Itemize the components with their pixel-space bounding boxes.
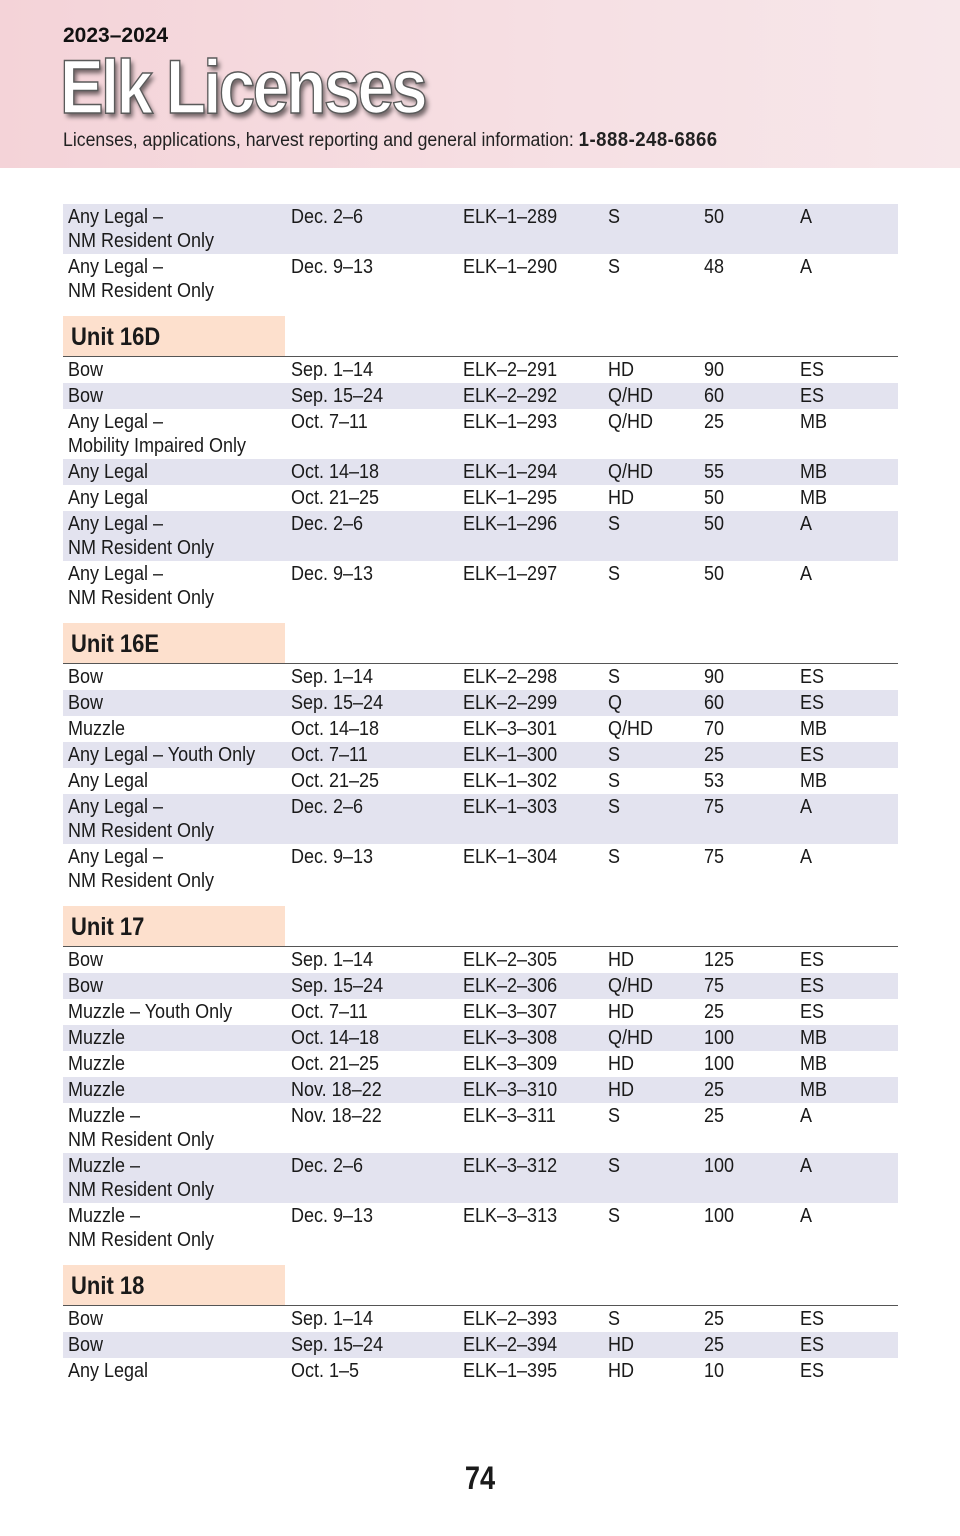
table-row — [63, 794, 898, 844]
page-title: Elk Licenses — [60, 45, 426, 130]
hunt-code: ELK–2–394 — [463, 1334, 558, 1356]
license-type: Q/HD — [608, 718, 653, 740]
hunt-dates: Oct. 14–18 — [291, 1027, 380, 1049]
table-row — [63, 409, 898, 459]
license-count: 25 — [704, 411, 725, 433]
hunt-type-line: Muzzle – — [68, 1105, 141, 1127]
license-count: 25 — [704, 1079, 725, 1101]
license-type: HD — [608, 1053, 635, 1075]
hunt-type-line: Muzzle – — [68, 1205, 141, 1227]
hunt-dates: Dec. 9–13 — [291, 846, 374, 868]
hunt-type-line: NM Resident Only — [68, 870, 215, 892]
hunt-type-line: NM Resident Only — [68, 1229, 215, 1251]
table-row — [63, 664, 898, 690]
hunt-type — [68, 1052, 125, 1076]
hunt-type-line: NM Resident Only — [68, 587, 215, 609]
table-row — [63, 690, 898, 716]
hunt-type-line: Muzzle — [68, 718, 126, 740]
license-count: 100 — [704, 1027, 735, 1049]
hunt-code: ELK–1–295 — [463, 487, 558, 509]
hunt-dates: Dec. 2–6 — [291, 796, 364, 818]
hunt-dates: Dec. 2–6 — [291, 1155, 364, 1177]
license-type: HD — [608, 1079, 635, 1101]
unit-label-box — [63, 623, 285, 663]
hunt-type-line: Any Legal – — [68, 796, 164, 818]
hunt-code: ELK–1–290 — [463, 256, 558, 278]
table-row — [63, 383, 898, 409]
hunt-dates: Sep. 1–14 — [291, 949, 374, 971]
license-count: 25 — [704, 1105, 725, 1127]
hunt-dates: Oct. 14–18 — [291, 718, 380, 740]
table-row — [63, 1332, 898, 1358]
hunt-type-line: Any Legal – — [68, 206, 164, 228]
hunt-type-line: Any Legal – Youth Only — [68, 744, 256, 766]
phone-number: 1-888-248-6866 — [578, 129, 718, 151]
hunt-type — [68, 384, 103, 408]
unit-header — [63, 906, 898, 947]
hunt-type — [68, 1104, 214, 1152]
license-count: 125 — [704, 949, 735, 971]
hunt-code: ELK–1–304 — [463, 846, 558, 868]
hunt-type — [68, 1307, 103, 1331]
license-count: 75 — [704, 975, 725, 997]
hunt-dates: Oct. 21–25 — [291, 1053, 380, 1075]
license-count: 53 — [704, 770, 725, 792]
license-type: Q/HD — [608, 975, 653, 997]
license-type: S — [608, 666, 621, 688]
hunt-code: ELK–1–296 — [463, 513, 558, 535]
hunt-dates: Dec. 2–6 — [291, 206, 364, 228]
draw-category: ES — [800, 975, 825, 997]
hunt-type-line: Any Legal – — [68, 411, 164, 433]
hunt-code: ELK–2–298 — [463, 666, 558, 688]
unit-label-box — [63, 316, 285, 356]
license-type: HD — [608, 1334, 635, 1356]
hunt-type-line: Any Legal – — [68, 256, 164, 278]
license-type: Q/HD — [608, 385, 653, 407]
license-type: HD — [608, 949, 635, 971]
hunt-code: ELK–3–311 — [463, 1105, 556, 1127]
hunt-type-line: Bow — [68, 1308, 104, 1330]
draw-category: MB — [800, 487, 827, 509]
hunt-type-line: Muzzle — [68, 1053, 126, 1075]
license-count: 90 — [704, 666, 725, 688]
license-type: Q/HD — [608, 461, 653, 483]
unit-name: Unit 16E — [71, 630, 160, 658]
table-row — [63, 1203, 898, 1253]
hunt-type — [68, 1078, 125, 1102]
hunt-type — [68, 562, 214, 610]
license-type: HD — [608, 487, 635, 509]
hunt-dates: Sep. 15–24 — [291, 385, 384, 407]
hunt-type — [68, 410, 246, 458]
draw-category: MB — [800, 770, 827, 792]
hunt-type-line: NM Resident Only — [68, 230, 215, 252]
hunt-code: ELK–3–307 — [463, 1001, 558, 1023]
hunt-type-line: Bow — [68, 1334, 104, 1356]
draw-category: MB — [800, 718, 827, 740]
hunt-type-line: NM Resident Only — [68, 1179, 215, 1201]
hunt-dates: Dec. 9–13 — [291, 1205, 374, 1227]
draw-category: ES — [800, 949, 825, 971]
license-type: S — [608, 256, 621, 278]
hunt-type — [68, 486, 148, 510]
draw-category: MB — [800, 1053, 827, 1075]
license-type: Q/HD — [608, 411, 653, 433]
license-type: HD — [608, 359, 635, 381]
hunt-type-line: Any Legal — [68, 487, 149, 509]
hunt-code: ELK–2–291 — [463, 359, 558, 381]
license-table — [63, 204, 898, 1384]
license-count: 50 — [704, 563, 725, 585]
license-count: 100 — [704, 1155, 735, 1177]
draw-category: ES — [800, 385, 825, 407]
unit-label-box — [63, 1265, 285, 1305]
hunt-type — [68, 358, 103, 382]
license-count: 50 — [704, 206, 725, 228]
hunt-type — [68, 948, 103, 972]
hunt-type-line: Muzzle – — [68, 1155, 141, 1177]
license-type: S — [608, 846, 621, 868]
unit-name: Unit 18 — [71, 1272, 145, 1300]
hunt-dates: Sep. 15–24 — [291, 975, 384, 997]
license-count: 70 — [704, 718, 725, 740]
hunt-code: ELK–3–301 — [463, 718, 558, 740]
hunt-type-line: Bow — [68, 949, 104, 971]
table-row — [63, 999, 898, 1025]
hunt-dates: Sep. 1–14 — [291, 666, 374, 688]
hunt-dates: Oct. 1–5 — [291, 1360, 360, 1382]
hunt-code: ELK–2–292 — [463, 385, 558, 407]
hunt-code: ELK–2–299 — [463, 692, 558, 714]
hunt-dates: Sep. 1–14 — [291, 359, 374, 381]
contact-info — [63, 129, 718, 152]
page-header — [0, 0, 960, 168]
hunt-code: ELK–3–313 — [463, 1205, 558, 1227]
hunt-dates: Dec. 9–13 — [291, 563, 374, 585]
license-type: HD — [608, 1001, 635, 1023]
hunt-dates: Dec. 2–6 — [291, 513, 364, 535]
license-count: 100 — [704, 1053, 735, 1075]
license-count: 55 — [704, 461, 725, 483]
hunt-code: ELK–2–305 — [463, 949, 558, 971]
draw-category: A — [800, 846, 813, 868]
table-row — [63, 742, 898, 768]
draw-category: A — [800, 563, 813, 585]
license-type: S — [608, 206, 621, 228]
license-type: S — [608, 513, 621, 535]
hunt-dates: Oct. 7–11 — [291, 411, 368, 433]
hunt-code: ELK–3–309 — [463, 1053, 558, 1075]
hunt-dates: Oct. 7–11 — [291, 1001, 368, 1023]
hunt-code: ELK–1–300 — [463, 744, 558, 766]
hunt-type-line: NM Resident Only — [68, 280, 215, 302]
hunt-type-line: Muzzle — [68, 1027, 126, 1049]
hunt-type-line: Any Legal — [68, 461, 149, 483]
license-count: 75 — [704, 796, 725, 818]
license-count: 60 — [704, 692, 725, 714]
unit-name: Unit 17 — [71, 913, 145, 941]
hunt-type-line: NM Resident Only — [68, 820, 215, 842]
license-type: S — [608, 563, 621, 585]
draw-category: MB — [800, 461, 827, 483]
hunt-type-line: Any Legal – — [68, 563, 164, 585]
hunt-type — [68, 665, 103, 689]
table-row — [63, 204, 898, 254]
license-count: 10 — [704, 1360, 725, 1382]
draw-category: A — [800, 1205, 813, 1227]
hunt-type — [68, 795, 214, 843]
draw-category: ES — [800, 666, 825, 688]
hunt-code: ELK–2–306 — [463, 975, 558, 997]
hunt-type-line: Any Legal – — [68, 846, 164, 868]
unit-name: Unit 16D — [71, 323, 161, 351]
unit-header — [63, 316, 898, 357]
hunt-type-line: Mobility Impaired Only — [68, 435, 247, 457]
hunt-code: ELK–1–297 — [463, 563, 558, 585]
hunt-code: ELK–3–308 — [463, 1027, 558, 1049]
hunt-dates: Nov. 18–22 — [291, 1079, 382, 1101]
license-type: S — [608, 1308, 621, 1330]
license-count: 25 — [704, 1001, 725, 1023]
table-row — [63, 1358, 898, 1384]
hunt-code: ELK–1–289 — [463, 206, 558, 228]
season-label: 2023–2024 — [63, 24, 169, 47]
license-type: S — [608, 796, 621, 818]
draw-category: A — [800, 1105, 813, 1127]
hunt-dates: Dec. 9–13 — [291, 256, 374, 278]
license-type: HD — [608, 1360, 635, 1382]
hunt-type-line: Bow — [68, 975, 104, 997]
hunt-type — [68, 460, 148, 484]
hunt-type-line: Bow — [68, 692, 104, 714]
hunt-code: ELK–3–312 — [463, 1155, 558, 1177]
hunt-type — [68, 1333, 103, 1357]
license-type: S — [608, 744, 621, 766]
license-type: S — [608, 1155, 621, 1177]
draw-category: MB — [800, 1079, 827, 1101]
hunt-dates: Nov. 18–22 — [291, 1105, 382, 1127]
hunt-type — [68, 1204, 214, 1252]
hunt-code: ELK–1–395 — [463, 1360, 558, 1382]
hunt-type — [68, 717, 125, 741]
draw-category: MB — [800, 411, 827, 433]
license-type: S — [608, 770, 621, 792]
hunt-dates: Sep. 15–24 — [291, 1334, 384, 1356]
license-type: Q/HD — [608, 1027, 653, 1049]
license-count: 75 — [704, 846, 725, 868]
hunt-type — [68, 845, 214, 893]
hunt-type-line: Muzzle — [68, 1079, 126, 1101]
table-row — [63, 357, 898, 383]
hunt-dates: Oct. 14–18 — [291, 461, 380, 483]
table-row — [63, 1051, 898, 1077]
hunt-type — [68, 255, 214, 303]
table-row — [63, 485, 898, 511]
hunt-type — [68, 1026, 125, 1050]
draw-category: A — [800, 513, 813, 535]
page-number: 74 — [464, 1460, 496, 1496]
hunt-type-line: Any Legal – — [68, 513, 164, 535]
table-row — [63, 459, 898, 485]
hunt-type — [68, 205, 214, 253]
license-count: 25 — [704, 1308, 725, 1330]
hunt-dates: Oct. 21–25 — [291, 770, 380, 792]
license-count: 50 — [704, 513, 725, 535]
hunt-code: ELK–1–302 — [463, 770, 558, 792]
table-row — [63, 844, 898, 894]
table-row — [63, 1025, 898, 1051]
table-row — [63, 1103, 898, 1153]
license-count: 48 — [704, 256, 725, 278]
draw-category: ES — [800, 744, 825, 766]
license-count: 60 — [704, 385, 725, 407]
table-row — [63, 561, 898, 611]
draw-category: ES — [800, 692, 825, 714]
license-count: 50 — [704, 487, 725, 509]
hunt-type — [68, 1359, 148, 1383]
hunt-dates: Sep. 15–24 — [291, 692, 384, 714]
draw-category: ES — [800, 1360, 825, 1382]
table-row — [63, 1306, 898, 1332]
license-count: 25 — [704, 1334, 725, 1356]
table-row — [63, 511, 898, 561]
hunt-type — [68, 691, 103, 715]
draw-category: A — [800, 256, 813, 278]
hunt-type-line: Bow — [68, 359, 104, 381]
license-type: S — [608, 1105, 621, 1127]
hunt-dates: Oct. 21–25 — [291, 487, 380, 509]
table-row — [63, 254, 898, 304]
license-count: 90 — [704, 359, 725, 381]
hunt-code: ELK–1–294 — [463, 461, 558, 483]
hunt-code: ELK–1–303 — [463, 796, 558, 818]
license-type: S — [608, 1205, 621, 1227]
unit-header — [63, 623, 898, 664]
hunt-type-line: NM Resident Only — [68, 1129, 215, 1151]
table-row — [63, 716, 898, 742]
table-row — [63, 947, 898, 973]
hunt-type-line: NM Resident Only — [68, 537, 215, 559]
draw-category: MB — [800, 1027, 827, 1049]
hunt-type — [68, 769, 148, 793]
license-count: 100 — [704, 1205, 735, 1227]
contact-info-text: Licenses, applications, harvest reporting and general information: — [63, 130, 574, 151]
table-row — [63, 768, 898, 794]
hunt-type-line: Bow — [68, 666, 104, 688]
hunt-type — [68, 512, 214, 560]
license-count: 25 — [704, 744, 725, 766]
hunt-type — [68, 743, 255, 767]
hunt-type — [68, 1000, 232, 1024]
draw-category: ES — [800, 1308, 825, 1330]
unit-header — [63, 1265, 898, 1306]
hunt-code: ELK–3–310 — [463, 1079, 558, 1101]
draw-category: ES — [800, 1334, 825, 1356]
table-row — [63, 973, 898, 999]
hunt-type-line: Any Legal — [68, 770, 149, 792]
draw-category: ES — [800, 1001, 825, 1023]
table-row — [63, 1077, 898, 1103]
license-type: Q — [608, 692, 623, 714]
hunt-dates: Oct. 7–11 — [291, 744, 368, 766]
hunt-type-line: Any Legal — [68, 1360, 149, 1382]
hunt-dates: Sep. 1–14 — [291, 1308, 374, 1330]
draw-category: ES — [800, 359, 825, 381]
hunt-code: ELK–2–393 — [463, 1308, 558, 1330]
draw-category: A — [800, 1155, 813, 1177]
hunt-type-line: Bow — [68, 385, 104, 407]
draw-category: A — [800, 796, 813, 818]
draw-category: A — [800, 206, 813, 228]
hunt-type-line: Muzzle – Youth Only — [68, 1001, 233, 1023]
hunt-type — [68, 974, 103, 998]
hunt-code: ELK–1–293 — [463, 411, 558, 433]
unit-label-box — [63, 906, 285, 946]
table-row — [63, 1153, 898, 1203]
hunt-type — [68, 1154, 214, 1202]
